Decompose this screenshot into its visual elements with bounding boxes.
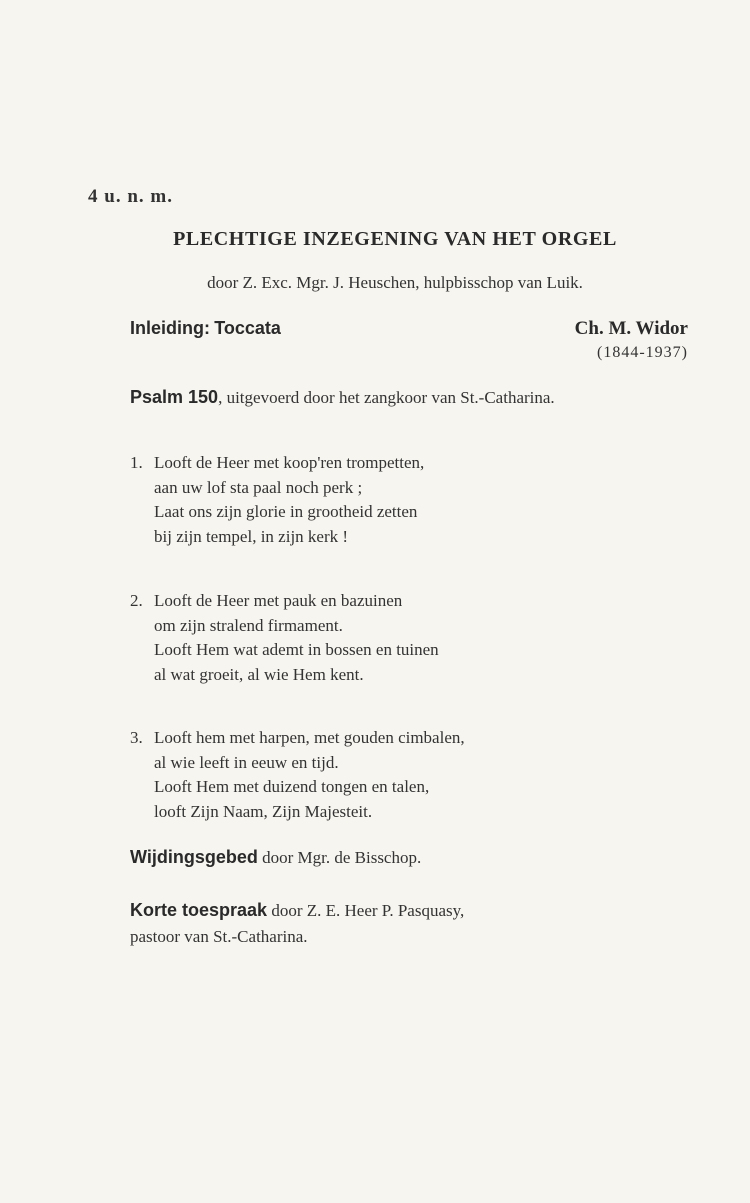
page-title: PLECHTIGE INZEGENING VAN HET ORGEL <box>173 228 617 250</box>
stanza-line: Looft de Heer met pauk en bazuinen <box>154 591 403 610</box>
stanza-line: Laat ons zijn glorie in grootheid zetten <box>154 502 418 521</box>
intro-line <box>130 318 281 339</box>
stanza-line: Looft de Heer met koop'ren trompetten, <box>154 453 425 472</box>
psalm-text: , uitgevoerd door het zangkoor van St.-Catharina. <box>218 388 555 407</box>
composer-years: (1844-1937) <box>597 344 688 361</box>
toespraak-line-2: pastoor van St.-Catharina. <box>130 927 308 946</box>
stanza-line: bij zijn tempel, in zijn kerk ! <box>154 526 349 546</box>
stanza-number: 1. <box>130 453 143 472</box>
wijding-line <box>130 847 421 868</box>
composer-name: Ch. M. Widor <box>574 318 688 339</box>
stanza-2 <box>130 589 439 687</box>
officiant-line: door Z. Exc. Mgr. J. Heuschen, hulpbisschop van Luik. <box>207 273 583 292</box>
toespraak-text: door Z. E. Heer P. Pasquasy, <box>267 901 465 920</box>
psalm-line <box>130 387 555 408</box>
stanza-number: 2. <box>130 591 143 610</box>
stanza-1 <box>130 451 424 549</box>
stanza-3 <box>130 726 465 824</box>
stanza-line: om zijn stralend firmament. <box>154 615 343 635</box>
time-heading: 4 u. n. m. <box>88 186 173 207</box>
toespraak-label: Korte toespraak <box>130 900 268 920</box>
stanza-line: Looft Hem met duizend tongen en talen, <box>154 777 430 796</box>
stanza-line: Looft hem met harpen, met gouden cimbalen, <box>154 728 465 747</box>
stanza-line: al wie leeft in eeuw en tijd. <box>154 752 339 772</box>
intro-label: Inleiding <box>130 318 204 338</box>
intro-separator: : <box>204 318 210 338</box>
stanza-line: aan uw lof sta paal noch perk ; <box>154 477 363 497</box>
psalm-label: Psalm 150 <box>130 387 219 407</box>
wijding-text: door Mgr. de Bisschop. <box>257 848 422 867</box>
stanza-line: looft Zijn Naam, Zijn Majesteit. <box>154 801 373 821</box>
intro-piece: Toccata <box>214 318 281 338</box>
wijding-label: Wijdingsgebed <box>130 847 258 867</box>
stanza-line: al wat groeit, al wie Hem kent. <box>154 664 364 684</box>
toespraak-line <box>130 900 464 921</box>
stanza-line: Looft Hem wat ademt in bossen en tuinen <box>154 640 439 659</box>
stanza-number: 3. <box>130 728 143 747</box>
